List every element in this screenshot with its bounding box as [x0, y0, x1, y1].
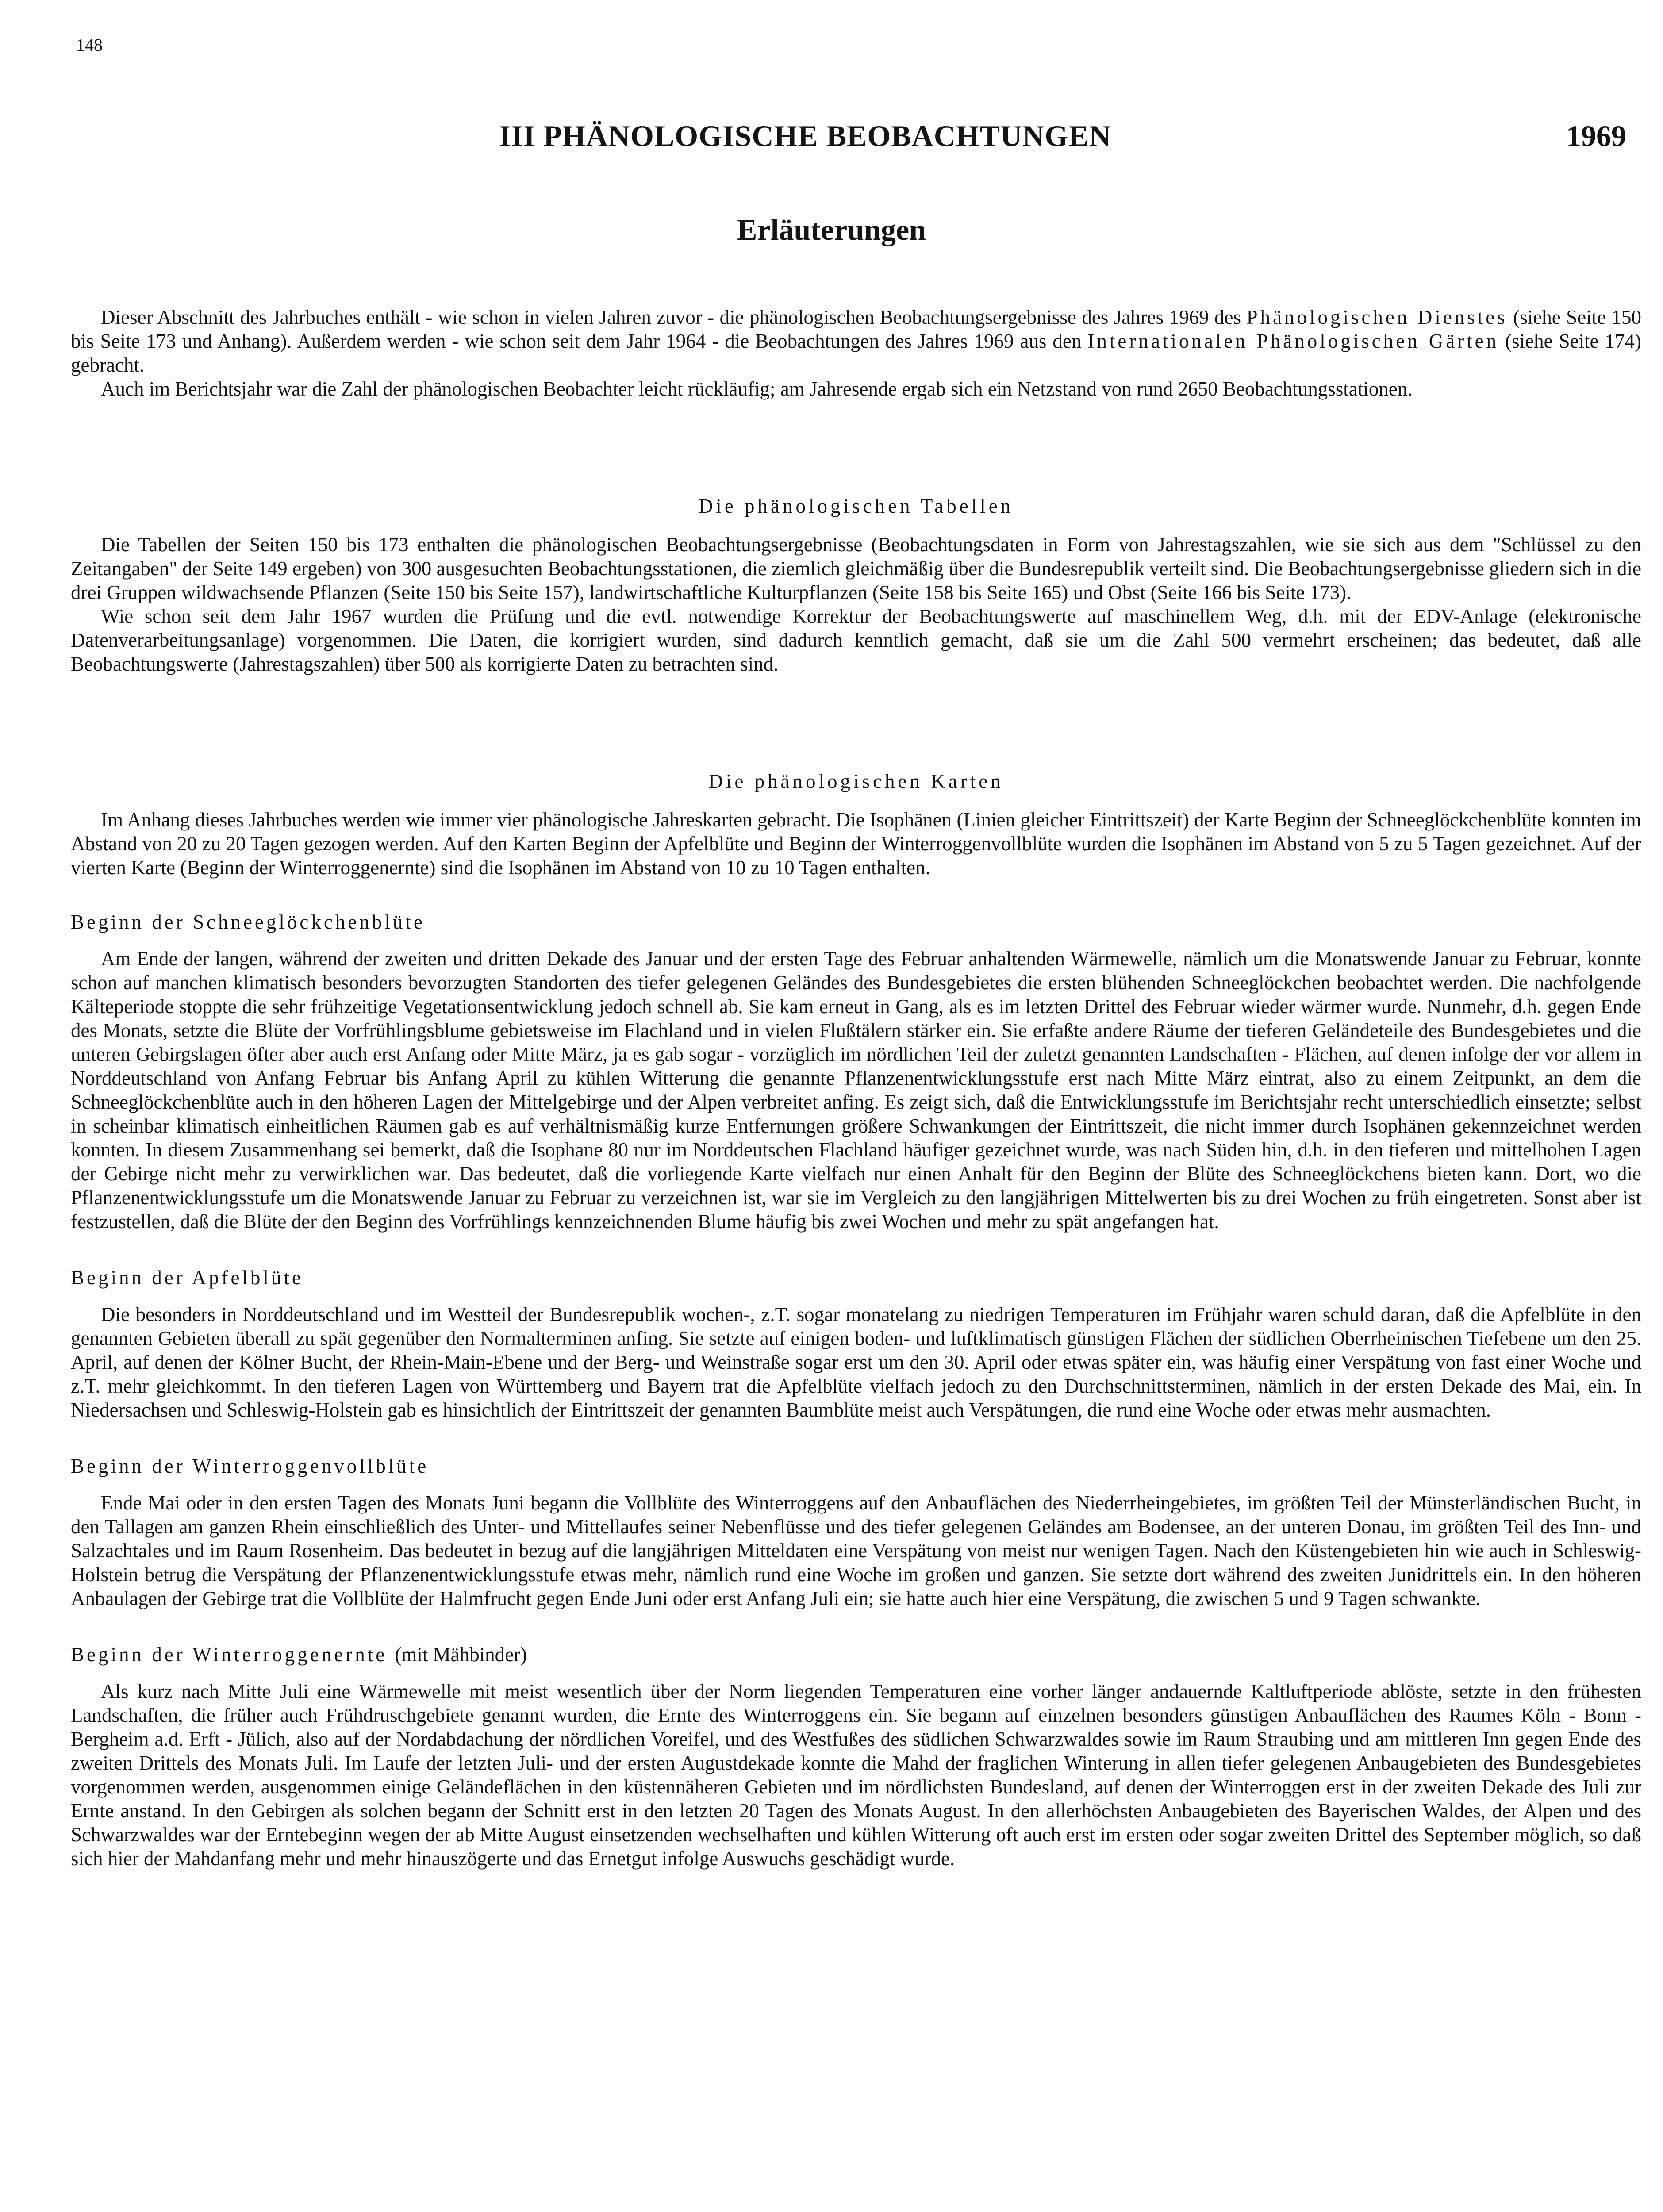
- tables-paragraph-2: Wie schon seit dem Jahr 1967 wurden die Prüfung und die evtl. notwendige Korrektur der Beobachtungswerte auf maschinellem Weg, d.h. mit der EDV-Anlage (elektronische Datenverarbeitungsanlage) vorgenommen. Die Daten, die korrigiert wurden, sind dadurch kenntlich gemacht, daß sie um die Zahl 500 vermehrt erscheinen; das bedeutet, daß alle Beobachtungswerte (Jahrestagszahlen) über 500 als korrigierte Daten zu betrachten sind.: [71, 605, 1641, 675]
- rye-harvest-paragraph: Als kurz nach Mitte Juli eine Wärmewelle mit meist wesentlich über der Norm liegenden Temperaturen eine vorher länger andauernde Kaltluftperiode ablöste, setzte in den frühesten Landschaften, die früher auch Frühdruschgebiete genannt wurden, die Ernte des Winterroggens ein. Sie begann auf einzelnen besonders günstigen Anbauflächen des Raumes Köln - Bonn - Bergheim a.d. Erft - Jülich, also auf der Nordabdachung der nördlichen Voreifel, und des Westfußes des südlichen Schwarzwaldes sowie im Raum Straubing und am mittleren Inn gegen Ende des zweiten Drittels des Monats Juli. Im Laufe der letzten Juli- und der ersten Augustdekade konnte die Mahd der fraglichen Winterung in allen tiefer gelegenen Anbaugebieten des Bundesgebietes vorgenommen werden, ausgenommen einige Geländeflächen in den küstennäheren Gebieten und im nördlichsten Bundesland, auf denen der Winterroggen erst in der zweiten Dekade des Juli zur Ernte anstand. In den Gebirgen als solchen begann der Schnitt erst in den letzten 20 Tagen des Monats August. In den allerhöchsten Anbaugebieten des Bayerischen Waldes, der Alpen und des Schwarzwaldes war der Erntebeginn wegen der ab Mitte August einsetzenden wechselhaften und kühlen Witterung oft auch erst im ersten oder sogar zweiten Drittel des September möglich, so daß sich hier der Mahdanfang mehr und mehr hinauszögerte und das Ernetgut infolge Auswuchs geschädigt wurde.: [71, 1680, 1641, 1870]
- intro-text-c: (siehe Seite 174) gebracht.: [71, 330, 1641, 376]
- tables-paragraph-1: Die Tabellen der Seiten 150 bis 173 enthalten die phänologischen Beobachtungsergebnisse (Beobachtungsdaten in Form von Jahrestagszahlen, wie sie sich aus dem "Schlüssel zu den Zeitangaben" der Seite 149 ergeben) von 300 ausgesuchten Beobachtungsstationen, die ziemlich gleichmäßig über die Bundesrepublik verteilt sind. Die Beobachtungsergebnisse gliedern sich in die drei Gruppen wildwachsende Pflanzen (Seite 150 bis Seite 157), landwirtschaftliche Kulturpflanzen (Seite 158 bis Seite 165) und Obst (Seite 166 bis Seite 173).: [71, 534, 1641, 603]
- page-number: 148: [76, 35, 103, 55]
- document-body: [71, 305, 1641, 1870]
- apple-blossom-paragraph: Die besonders in Norddeutschland und im Westteil der Bundesrepublik wochen-, z.T. sogar monatelang zu niedrigen Temperaturen im Frühjahr waren schuld daran, daß die Apfelblüte in den genannten Gebieten überall zu spät gegenüber den Normalterminen anfing. Sie setzte auf einigen boden- und luftklimatisch günstigen Flächen der südlichen Oberrheinischen Tiefebene um den 25. April, auf denen der Kölner Bucht, der Rhein-Main-Ebene und der Berg- und Weinstraße sogar erst um den 30. April oder etwas später ein, was häufig einer Verspätung von fast einer Woche und z.T. mehr gleichkommt. In den tieferen Lagen von Württemberg und Bayern trat die Apfelblüte vielfach jedoch zu den Durchschnittsterminen, nämlich in der ersten Dekade des Mai, ein. In Niedersachsen und Schleswig-Holstein gab es hinsichtlich der Eintrittszeit der genannten Baumblüte meist auch Verspätungen, die rund eine Woche oder etwas mehr ausmachten.: [71, 1303, 1641, 1421]
- snowdrop-paragraph: Am Ende der langen, während der zweiten und dritten Dekade des Januar und der ersten Tage des Februar anhaltenden Wärmewelle, nämlich um die Monatswende Januar zu Februar, konnte schon auf manchen klimatisch besonders bevorzugten Standorten des tiefer gelegenen Geländes des Bundesgebietes die ersten blühenden Schneeglöckchen beobachtet werden. Die nachfolgende Kälteperiode stoppte die sehr frühzeitige Vegetationsentwicklung jedoch schnell ab. Sie kam erneut in Gang, als es im letzten Drittel des Februar wieder wärmer wurde. Nunmehr, d.h. gegen Ende des Monats, setzte die Blüte der Vorfrühlingsblume gebietsweise im Flachland und in vielen Flußtälern stärker ein. Sie erfaßte andere Räume der tieferen Geländeteile des Bundesgebietes und die unteren Gebirgslagen öfter aber auch erst Anfang oder Mitte März, ja es gab sogar - vorzüglich im nördlichen Teil der zuletzt genannten Landschaften - Flächen, auf denen infolge der vor allem in Norddeutschland von Anfang Februar bis Anfang April zu kühlen Witterung die genannte Pflanzenentwicklungsstufe erst nach Mitte März eintrat, also zu einem Zeitpunkt, an dem die Schneeglöckchenblüte auch in den höheren Lagen der Mittelgebirge und der Alpen verbreitet anfing. Es zeigt sich, daß die Entwicklungsstufe im Berichtsjahr recht unterschiedlich einsetzte; selbst in scheinbar klimatisch einheitlichen Räumen gab es auf verhältnismäßig kurze Entfernungen größere Schwankungen der Eintrittszeit, die nicht immer durch Isophänen gekennzeichnet werden konnten. In diesem Zusammenhang sei bemerkt, daß die Isophane 80 nur im Norddeutschen Flachland häufiger gezeichnet wurde, was nach Süden hin, d.h. in den tieferen und mittelhohen Lagen der Gebirge nicht mehr zu verwirklichen war. Das bedeutet, daß die vorliegende Karte vielfach nur einen Anhalt für den Beginn der Blüte des Schneeglöckchens bieten kann. Dort, wo die Pflanzenentwicklungsstufe um die Monatswende Januar zu Februar zu verzeichnen ist, war sie im Vergleich zu den langjährigen Mittelwerten bis zu drei Wochen zu früh eingetreten. Sonst aber ist festzustellen, daß die Blüte der den Beginn des Vorfrühlings kennzeichnenden Blume häufig bis zwei Wochen und mehr zu spät angefangen hat.: [71, 948, 1641, 1233]
- intro-spaced-term-2: Internationalen Phänologischen Gärten: [1087, 330, 1499, 352]
- intro-text-b: (siehe Seite 150 bis Seite 173 und Anhang). Außerdem werden - wie schon seit dem Jahr 1964 - die Beobachtungen des Jahres 1969 aus den: [71, 306, 1641, 352]
- intro-spaced-term-1: Phänologischen Dienstes: [1246, 306, 1508, 328]
- subheading-rye-harvest: [71, 1643, 1641, 1666]
- intro-paragraph-2: Auch im Berichtsjahr war die Zahl der phänologischen Beobachter leicht rückläufig; am Jahresende ergab sich ein Netzstand von rund 2650 Beobachtungsstationen.: [101, 378, 1413, 400]
- section-heading-tables: Die phänologischen Tabellen: [698, 495, 1014, 517]
- section-heading-maps: Die phänologischen Karten: [708, 770, 1004, 792]
- page-subtitle: Erläuterungen: [737, 213, 926, 246]
- intro-text-a: Dieser Abschnitt des Jahrbuches enthält - wie schon in vielen Jahren zuvor - die phänologischen Beobachtungsergebnisse des Jahres 1969 des: [101, 306, 1247, 328]
- rye-harvest-heading-note: (mit Mähbinder): [395, 1644, 527, 1666]
- subheading-snowdrop: Beginn der Schneeglöckchenblüte: [71, 911, 425, 933]
- maps-paragraph-1: Im Anhang dieses Jahrbuches werden wie immer vier phänologische Jahreskarten gebracht. Die Isophänen (Linien gleicher Eintrittszeit) der Karte Beginn der Schneeglöckchenblüte konnten im Abstand von 20 zu 20 Tagen gezogen werden. Auf den Karten Beginn der Apfelblüte und Beginn der Winterroggenvollblüte wurden die Isophänen im Abstand von 5 zu 5 Tagen gezeichnet. Auf der vierten Karte (Beginn der Winterroggenernte) sind die Isophänen im Abstand von 10 zu 10 Tagen enthalten.: [71, 809, 1641, 879]
- rye-harvest-heading-text: Beginn der Winterroggenernte: [71, 1644, 388, 1666]
- subheading-rye-bloom: Beginn der Winterroggenvollblüte: [71, 1455, 429, 1477]
- subheading-apple-blossom: Beginn der Apfelblüte: [71, 1267, 303, 1289]
- page-title: III PHÄNOLOGISCHE BEOBACHTUNGEN: [499, 119, 1111, 153]
- intro-paragraph-1: [71, 305, 1641, 377]
- year-label: 1969: [1566, 119, 1626, 153]
- rye-bloom-paragraph: Ende Mai oder in den ersten Tagen des Monats Juni begann die Vollblüte des Winterroggens auf den Anbauflächen des Niederrheingebietes, im größten Teil der Münsterländischen Bucht, in den Tallagen am ganzen Rhein einschließlich des Unter- und Mittellaufes seiner Nebenflüsse und des tiefer gelegenen Geländes am Bodensee, an der unteren Donau, im größten Teil des Inn- und Salzachtales und im Raum Rosenheim. Das bedeutet in bezug auf die langjährigen Mitteldaten eine Verspätung von meist nur wenigen Tagen. Nach den Küstengebieten hin wie auch in Schleswig-Holstein betrug die Verspätung der Pflanzenentwicklungsstufe etwas mehr, nämlich rund eine Woche im großen und ganzen. Sie setzte dort während des zweiten Junidrittels ein. In den höheren Anbaulagen der Gebirge trat die Vollblüte der Halmfrucht gegen Ende Juni oder erst Anfang Juli ein; sie hatte auch hier eine Verspätung, die zwischen 5 und 9 Tagen schwankte.: [71, 1492, 1641, 1609]
